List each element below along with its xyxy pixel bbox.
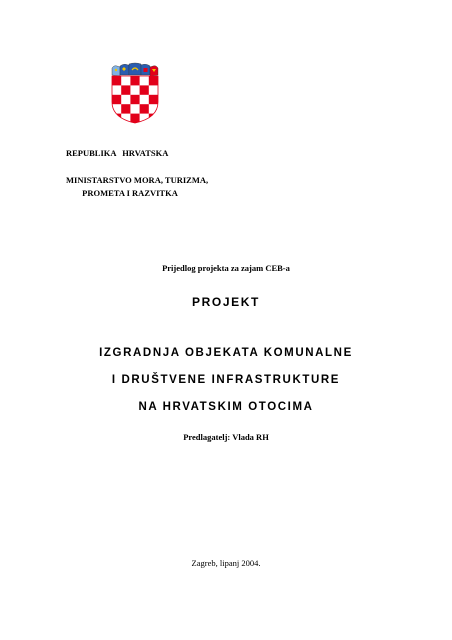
proposal-note: Prijedlog projekta za zajam CEB-a [162,263,290,273]
project-heading: PROJEKT [192,295,260,309]
place-and-date: Zagreb, lipanj 2004. [191,558,261,568]
project-title-line-2: I DRUŠTVENE INFRASTRUKTURE [111,374,341,386]
ministry-name [66,174,209,200]
ministry-line-1: MINISTARSTVO MORA, TURIZMA, [66,175,209,185]
project-title-line-3: NA HRVATSKIM OTOCIMA [138,401,314,413]
ministry-line-2: PROMETA I RAZVITKA [82,188,178,198]
project-title-line-1: IZGRADNJA OBJEKATA KOMUNALNE [99,347,353,359]
country-name: REPUBLIKA HRVATSKA [66,148,169,158]
croatian-coat-of-arms-icon [109,62,161,124]
proposer-line: Predlagatelj: Vlada RH [183,432,269,442]
